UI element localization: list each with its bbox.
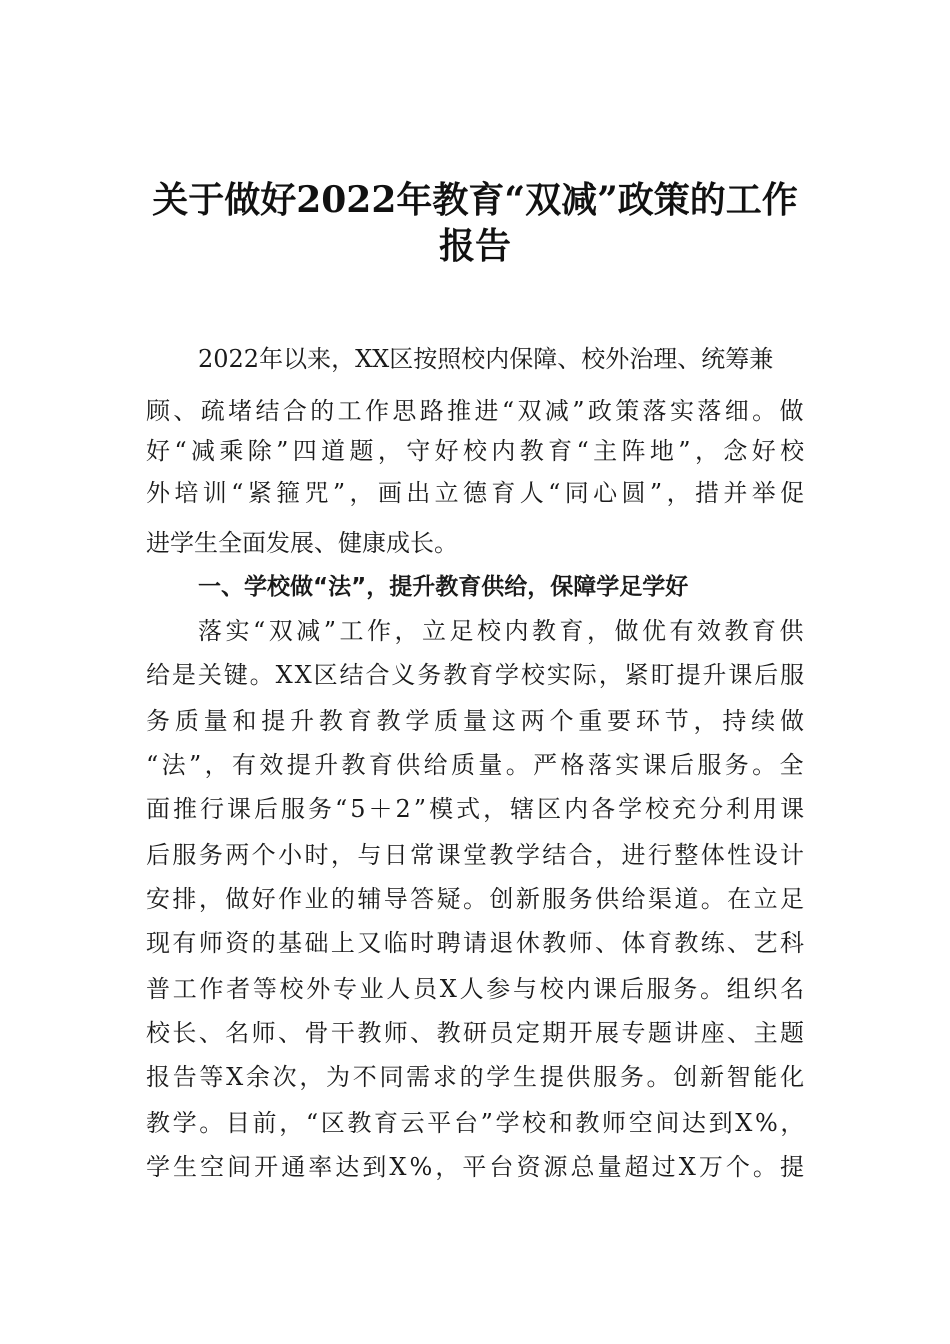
paragraph-line: 外培训“紧箍咒”，画出立德育人“同心圆”，措并举促 (146, 479, 809, 507)
paragraph-line: 面推行课后服务“5＋2”模式，辖区内各学校充分利用课 (146, 795, 808, 823)
paragraph-line: 报告等X余次，为不同需求的学生提供服务。创新智能化 (146, 1063, 807, 1091)
paragraph-line: 现有师资的基础上又临时聘请退休教师、体育教练、艺科 (146, 929, 807, 957)
paragraph-line: 后服务两个小时，与日常课堂教学结合，进行整体性设计 (146, 841, 807, 869)
paragraph-line: 2022年以来，XX区按照校内保障、校外治理、统筹兼 (198, 345, 774, 373)
paragraph-line: 学生空间开通率达到X%，平台资源总量超过X万个。提 (146, 1153, 808, 1181)
paragraph-line: 安排，做好作业的辅导答疑。创新服务供给渠道。在立足 (146, 885, 807, 913)
paragraph-line: 进学生全面发展、健康成长。 (146, 529, 458, 557)
paragraph-line: 顾、疏堵结合的工作思路推进“双减”政策落实落细。做 (146, 397, 807, 425)
paragraph-line: 教学。目前，“区教育云平台”学校和教师空间达到X%， (146, 1109, 808, 1137)
paragraph-line: 好“减乘除”四道题，守好校内教育“主阵地”，念好校 (146, 437, 809, 465)
paragraph-line: “法”，有效提升教育供给质量。严格落实课后服务。全 (146, 751, 807, 779)
paragraph-line: 校长、名师、骨干教师、教研员定期开展专题讲座、主题 (146, 1019, 807, 1047)
paragraph-line: 给是关键。XX区结合义务教育学校实际，紧盯提升课后服 (146, 661, 807, 689)
paragraph-line: 落实“双减”工作，立足校内教育，做优有效教育供 (198, 617, 808, 645)
document-title-line-1: 关于做好2022年教育“双减”政策的工作 (152, 179, 798, 221)
paragraph-line: 普工作者等校外专业人员X人参与校内课后服务。组织名 (146, 975, 807, 1003)
document-title-line-2: 报告 (438, 225, 511, 267)
section-heading: 一、学校做“法”，提升教育供给，保障学足学好 (198, 574, 689, 600)
paragraph-line: 务质量和提升教育教学质量这两个重要环节，持续做 (146, 707, 809, 735)
